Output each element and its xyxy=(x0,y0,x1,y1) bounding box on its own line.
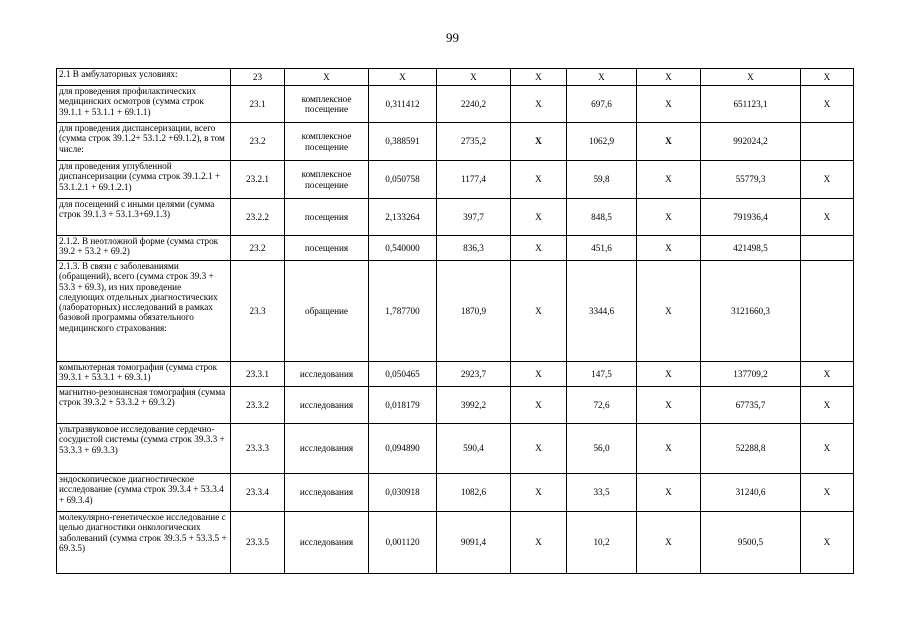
row-col9: 791936,4 xyxy=(701,199,801,236)
row-description: для проведения диспансеризации, всего (сумма строк 39.1.2+ 53.1.2 +69.1.2), в том числе: xyxy=(57,123,231,161)
row-cost: 397,7 xyxy=(437,199,511,236)
row-col8: Х xyxy=(637,424,701,474)
row-unit: исследования xyxy=(285,474,369,512)
row-rate: 0,388591 xyxy=(369,123,437,161)
row-description: для проведения углубленной диспансеризации (сумма строк 39.1.2.1 + 53.1.2.1 + 69.1.2.1) xyxy=(57,161,231,199)
row-col6: Х xyxy=(511,236,567,261)
row-col7: 59,8 xyxy=(567,161,637,199)
row-col6: Х xyxy=(511,474,567,512)
row-rate: 0,094890 xyxy=(369,424,437,474)
row-description: компьютерная томография (сумма строк 39.3.1 + 53.3.1 + 69.3.1) xyxy=(57,362,231,387)
row-col6: Х xyxy=(511,362,567,387)
row-col9: 9500,5 xyxy=(701,512,801,574)
row-col7: 72,6 xyxy=(567,387,637,424)
table-row xyxy=(57,69,854,86)
row-description: ультразвуковое исследование сердечно-сосудистой системы (сумма строк 39.3.3 + 53.3.3 + 69.3.3) xyxy=(57,424,231,474)
row-rate: 0,030918 xyxy=(369,474,437,512)
row-cost: Х xyxy=(437,69,511,86)
row-unit: комплексное посещение xyxy=(285,161,369,199)
page-number: 99 xyxy=(446,30,459,45)
row-cost: 590,4 xyxy=(437,424,511,474)
row-description: для посещений с иными целями (сумма строк 39.1.3 + 53.1.3+69.1.3) xyxy=(57,199,231,236)
row-description: магнитно-резонансная томография (сумма строк 39.3.2 + 53.3.2 + 69.3.2) xyxy=(57,387,231,424)
table-row xyxy=(57,199,854,236)
row-rate: 0,050465 xyxy=(369,362,437,387)
row-col10: Х xyxy=(801,512,854,574)
row-rate: 0,001120 xyxy=(369,512,437,574)
row-cost: 1177,4 xyxy=(437,161,511,199)
row-col8: Х xyxy=(637,362,701,387)
table-row xyxy=(57,424,854,474)
row-col8: Х xyxy=(637,199,701,236)
row-description: 2.1.3. В связи с заболеваниями (обращений), всего (сумма строк 39.3 + 53.3 + 69.3), из них проведение следующих отдельных диагностических (лабораторных) исследований в рамках базовой программы обязательного медицинского страхования: xyxy=(57,261,231,362)
row-col8: Х xyxy=(637,69,701,86)
table-row xyxy=(57,362,854,387)
row-unit: исследования xyxy=(285,362,369,387)
row-col10 xyxy=(801,261,854,362)
row-unit: комплексное посещение xyxy=(285,123,369,161)
row-cost: 1082,6 xyxy=(437,474,511,512)
row-col9: 3121660,3 xyxy=(701,261,801,362)
row-description: 2.1 В амбулаторных условиях: xyxy=(57,69,231,86)
row-col9: 52288,8 xyxy=(701,424,801,474)
row-code: 23.3.1 xyxy=(231,362,285,387)
row-unit: посещения xyxy=(285,236,369,261)
row-col8: Х xyxy=(637,86,701,123)
row-col9: 651123,1 xyxy=(701,86,801,123)
table-row xyxy=(57,474,854,512)
row-col6: Х xyxy=(511,199,567,236)
row-col10: Х xyxy=(801,86,854,123)
row-col9: 67735,7 xyxy=(701,387,801,424)
row-code: 23.3.3 xyxy=(231,424,285,474)
row-col6: Х xyxy=(511,123,567,161)
row-code: 23.2.2 xyxy=(231,199,285,236)
row-col10: Х xyxy=(801,424,854,474)
row-col8: Х xyxy=(637,512,701,574)
row-description: для проведения профилактических медицинских осмотров (сумма строк 39.1.1 + 53.1.1 + 69.1.1) xyxy=(57,86,231,123)
row-col10 xyxy=(801,123,854,161)
row-col7: 56,0 xyxy=(567,424,637,474)
row-col8: Х xyxy=(637,387,701,424)
row-col10: Х xyxy=(801,362,854,387)
row-unit: Х xyxy=(285,69,369,86)
row-col6: Х xyxy=(511,512,567,574)
row-col8: Х xyxy=(637,474,701,512)
table-row xyxy=(57,387,854,424)
row-rate: 0,540000 xyxy=(369,236,437,261)
data-table xyxy=(56,68,854,574)
row-description: 2.1.2. В неотложной форме (сумма строк 39.2 + 53.2 + 69.2) xyxy=(57,236,231,261)
row-col10: Х xyxy=(801,161,854,199)
row-col6: Х xyxy=(511,387,567,424)
row-col6: Х xyxy=(511,69,567,86)
row-cost: 2240,2 xyxy=(437,86,511,123)
row-col7: 451,6 xyxy=(567,236,637,261)
row-code: 23 xyxy=(231,69,285,86)
row-col10 xyxy=(801,236,854,261)
row-unit: исследования xyxy=(285,512,369,574)
row-col6: Х xyxy=(511,86,567,123)
row-cost: 2923,7 xyxy=(437,362,511,387)
row-unit: обращение xyxy=(285,261,369,362)
row-col8: Х xyxy=(637,236,701,261)
row-col7: 3344,6 xyxy=(567,261,637,362)
table-row xyxy=(57,123,854,161)
row-rate: 0,311412 xyxy=(369,86,437,123)
row-col9: 55779,3 xyxy=(701,161,801,199)
row-col7: 848,5 xyxy=(567,199,637,236)
row-code: 23.3.5 xyxy=(231,512,285,574)
table-row xyxy=(57,236,854,261)
row-col8: Х xyxy=(637,123,701,161)
row-col7: 147,5 xyxy=(567,362,637,387)
row-cost: 9091,4 xyxy=(437,512,511,574)
row-unit: посещения xyxy=(285,199,369,236)
row-rate: 2,133264 xyxy=(369,199,437,236)
row-rate: 0,018179 xyxy=(369,387,437,424)
row-col8: Х xyxy=(637,261,701,362)
row-col10: Х xyxy=(801,69,854,86)
row-code: 23.1 xyxy=(231,86,285,123)
row-col6: Х xyxy=(511,424,567,474)
row-col8: Х xyxy=(637,161,701,199)
row-cost: 1870,9 xyxy=(437,261,511,362)
row-unit: комплексное посещение xyxy=(285,86,369,123)
table-row xyxy=(57,86,854,123)
row-rate: Х xyxy=(369,69,437,86)
table-row xyxy=(57,161,854,199)
row-col10: Х xyxy=(801,474,854,512)
row-col6: Х xyxy=(511,261,567,362)
table-row xyxy=(57,261,854,362)
table-row xyxy=(57,512,854,574)
row-cost: 3992,2 xyxy=(437,387,511,424)
row-cost: 836,3 xyxy=(437,236,511,261)
row-col7: 697,6 xyxy=(567,86,637,123)
row-col10: Х xyxy=(801,387,854,424)
row-unit: исследования xyxy=(285,387,369,424)
row-code: 23.3 xyxy=(231,261,285,362)
row-code: 23.2 xyxy=(231,123,285,161)
row-col9: Х xyxy=(701,69,801,86)
row-rate: 0,050758 xyxy=(369,161,437,199)
row-description: молекулярно-генетическое исследование с целью диагностики онкологических заболеваний (сумма строк 39.3.5 + 53.3.5 + 69.3.5) xyxy=(57,512,231,574)
row-code: 23.2 xyxy=(231,236,285,261)
row-code: 23.3.2 xyxy=(231,387,285,424)
row-code: 23.2.1 xyxy=(231,161,285,199)
row-col7: 1062,9 xyxy=(567,123,637,161)
row-col7: Х xyxy=(567,69,637,86)
row-col7: 10,2 xyxy=(567,512,637,574)
row-cost: 2735,2 xyxy=(437,123,511,161)
row-col9: 421498,5 xyxy=(701,236,801,261)
row-col7: 33,5 xyxy=(567,474,637,512)
row-description: эндоскопическое диагностическое исследование (сумма строк 39.3.4 + 53.3.4 + 69.3.4) xyxy=(57,474,231,512)
row-col9: 137709,2 xyxy=(701,362,801,387)
row-unit: исследования xyxy=(285,424,369,474)
row-col9: 31240,6 xyxy=(701,474,801,512)
row-col10: Х xyxy=(801,199,854,236)
row-code: 23.3.4 xyxy=(231,474,285,512)
row-col6: Х xyxy=(511,161,567,199)
row-rate: 1,787700 xyxy=(369,261,437,362)
row-col9: 992024,2 xyxy=(701,123,801,161)
